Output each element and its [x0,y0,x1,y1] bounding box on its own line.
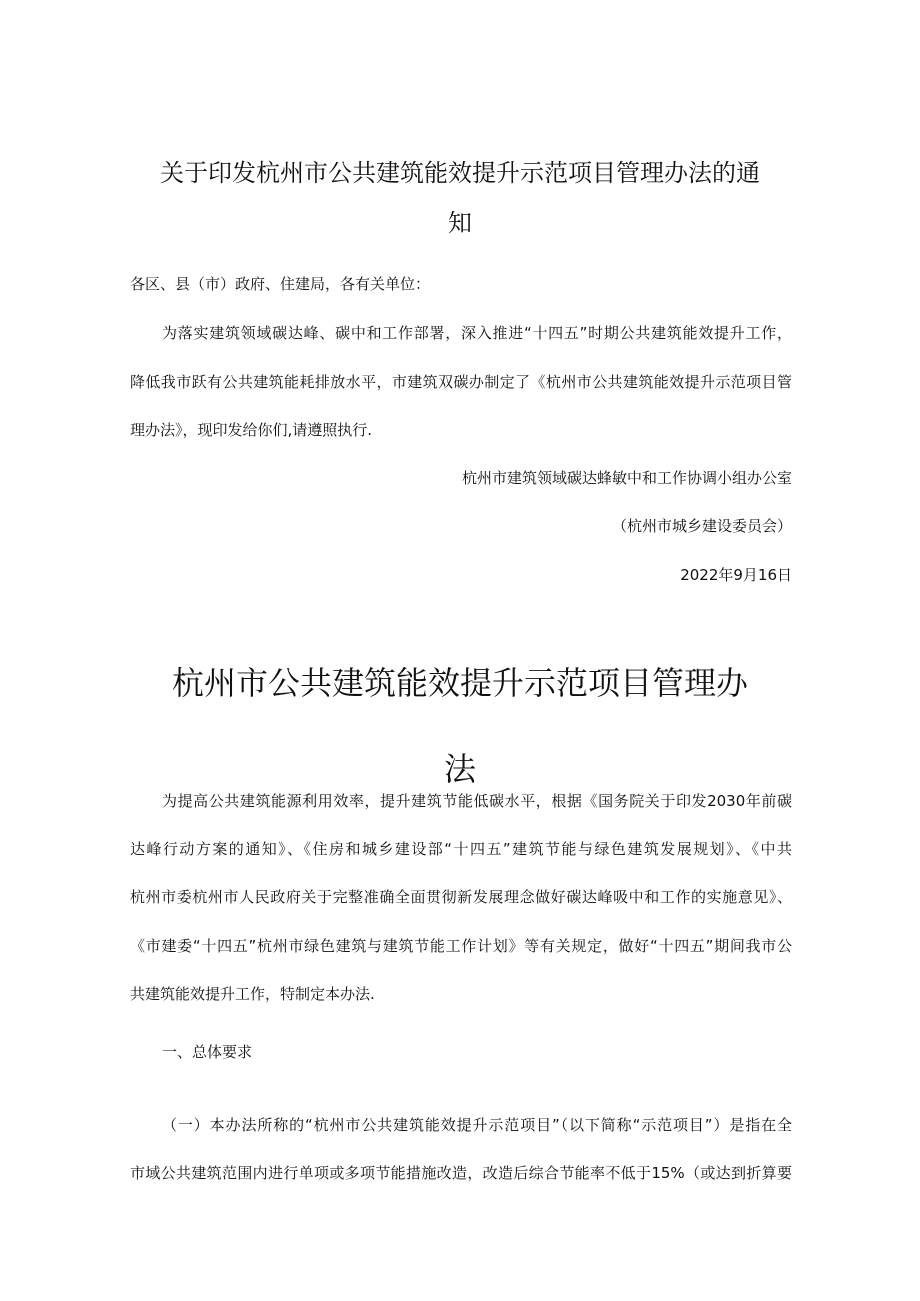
measures-intro-line-4: 《市建委“十四五”杭州市绿色建筑与建筑节能工作计划》等有关规定，做好“十四五”期间我市公 [130,937,792,955]
measures-intro-line-5: 共建筑能效提升工作，特制定本办法. [130,985,375,1003]
notice-body-line-1: 为落实建筑领域碳达峰、碳中和工作部署，深入推进“十四五”时期公共建筑能效提升工作， [162,324,792,342]
clause-1-line-1: （一）本办法所称的“杭州市公共建筑能效提升示范项目”（以下简称“示范项目”）是指在全 [162,1116,792,1134]
notice-issuer: 杭州市建筑领域碳达蜂敏中和工作协调小组办公室 [461,469,792,487]
measures-intro-line-1: 为提高公共建筑能源利用效率，提升建筑节能低碳水平，根据《国务院关于印发2030年前碳 [162,792,792,810]
measures-title-line-1: 杭州市公共建筑能效提升示范项目管理办 [171,664,748,702]
measures-title [130,640,790,812]
notice-date: 2022年9月16日 [680,566,792,584]
notice-body-line-3: 理办法》，现印发给你们,请遵照执行. [130,421,373,439]
notice-addressee: 各区、县（市）政府、住建局，各有关单位： [130,275,431,293]
clause-1-line-2: 市域公共建筑范围内进行单项或多项节能措施改造，改造后综合节能率不低于15%（或达到折算要 [130,1164,792,1182]
measures-intro-line-2: 达峰行动方案的通知》、《住房和城乡建设部“十四五”建筑节能与绿色建筑发展规划》、《中共 [130,840,792,858]
notice-title-line-2: 知 [448,209,472,237]
notice-issuer-alt: （杭州市城乡建设委员会） [611,517,792,535]
notice-title-line-1: 关于印发杭州市公共建筑能效提升示范项目管理办法的通 [160,159,760,187]
measures-title-line-2: 法 [443,750,476,788]
measures-intro-line-3: 杭州市委杭州市人民政府关于完整准确全面贯彻新发展理念做好碳达峰吸中和工作的实施意见》、 [130,888,792,906]
section-heading-general-requirements: 一、总体要求 [162,1043,253,1061]
notice-title [130,148,790,248]
notice-body-line-2: 降低我市跃有公共建筑能耗排放水平，市建筑双碳办制定了《杭州市公共建筑能效提升示范项目管 [130,373,792,391]
